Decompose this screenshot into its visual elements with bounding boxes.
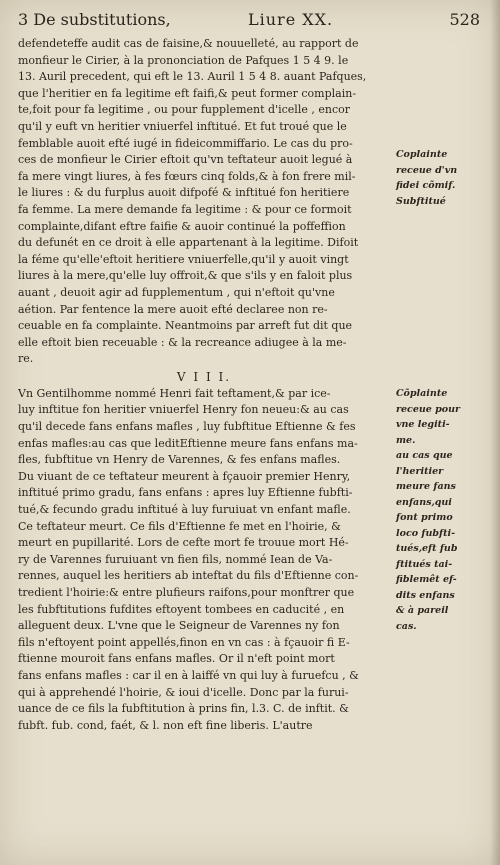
text-line: re. (18, 352, 34, 366)
text-line: te,foit pour fa legitime , ou pour fupplement d'icelle , encor (18, 103, 350, 117)
paragraph-bottom (18, 386, 390, 734)
text-line: inftitué primo gradu, fans enfans : apres luy Eftienne fubfti- (18, 486, 353, 500)
text-line: fa femme. La mere demande fa legitime : & pour ce formoit (18, 202, 352, 216)
text-line: fils n'eftoyent point appellés,finon en vn cas : à fçauoir fi E- (18, 635, 350, 649)
margin-note-line: vne legiti- (396, 419, 450, 430)
margin-note-line: Subftitué (396, 195, 446, 207)
text-line: monfieur le Cirier, à la prononciation de Pafques 1 5 4 9. le (18, 53, 349, 67)
paragraph-top (18, 36, 390, 368)
text-line: femblable auoit efté iugé in fideicommiffario. Le cas du pro- (18, 136, 353, 150)
text-line: tredient l'hoirie:& entre plufieurs raifons,pour monftrer que (18, 586, 355, 599)
text-line: fa mere vingt liures, à fes fœurs cinq folds,& à fon frere mil- (18, 169, 356, 183)
text-line: du defunét en ce droit à elle appartenant à la legitime. Difoit (18, 236, 359, 250)
margin-note-line: loco fubfti- (396, 527, 456, 539)
text-line: complainte,difant eftre faifie & auoir continué la poffeffion (18, 219, 346, 233)
page-number: 528 (449, 10, 480, 29)
margin-note-line: receue d'vn (396, 164, 458, 176)
margin-note-line: Coplainte (396, 149, 448, 160)
margin-note-line: font primo (396, 512, 453, 523)
text-line: tué,& fecundo gradu inftitué à luy furuiuat vn enfant mafle. (18, 503, 351, 517)
text-line: Vn Gentilhomme nommé Henri fait teftament,& par ice- (18, 386, 331, 400)
text-line: qu'il decede fans enfans mafles , luy fubftitue Eftienne & fes (18, 420, 356, 434)
margin-note-line: fidei cõmif. (396, 180, 456, 191)
margin-note-first (396, 147, 492, 209)
margin-note-line: cas. (396, 620, 417, 632)
margin-note-line: Cõplainte (396, 388, 448, 399)
margin-note-line: meure fans (396, 481, 456, 492)
text-line: les fubftitutions fufdites eftoyent tombees en caducité , en (18, 602, 345, 616)
text-line: ftienne mouroit fans enfans mafles. Or il n'eft point mort (18, 652, 335, 666)
text-line: ces de monfieur le Cirier eftoit qu'vn teftateur auoit legué à (18, 153, 353, 167)
body-text (18, 36, 390, 734)
header-book-label: Liure XX. (248, 10, 334, 29)
text-line: fans enfans mafles : car il en à laiffé vn qui luy à furuefcu , & (18, 668, 359, 682)
text-line: qui à apprehendé l'hoirie, & ioui d'icelle. Donc par la furui- (18, 685, 349, 699)
text-line: la féme qu'elle'eftoit heritiere vniuerfelle,qu'il y auoit vingt (18, 252, 349, 266)
text-line: qu'il y euft vn heritier vniuerfel inftitué. Et fut troué que le (18, 119, 347, 133)
text-line: aétion. Par fentence la mere auoit efté declaree non re- (18, 302, 328, 316)
text-line: defendeteffe audit cas de faisine,& nouuelleté, au rapport de (18, 37, 359, 50)
text-line: luy inftitue fon heritier vniuerfel Henry fon neueu:& au cas (18, 403, 349, 417)
text-line: auant , deuoit agir ad fupplementum , qui n'eftoit qu'vne (18, 285, 335, 299)
text-line: 13. Auril precedent, qui eft le 13. Auril 1 5 4 8. auant Pafques, (18, 70, 367, 84)
page-edge-shadow (490, 0, 500, 865)
margin-note-line: ftitués tai- (396, 558, 453, 570)
text-line: alleguent deux. L'vne que le Seigneur de Varennes ny fon (18, 619, 340, 633)
margin-note-line: enfans,qui (396, 496, 452, 508)
text-line: ry de Varennes furuiuant vn fien fils, nommé Iean de Va- (18, 552, 333, 566)
text-line: rennes, auquel les heritiers ab inteftat du fils d'Eftienne con- (18, 569, 359, 583)
margin-note-line: & à pareil (396, 605, 449, 616)
margin-note-line: l'heritier (396, 465, 444, 477)
text-line: liures à la mere,qu'elle luy offroit,& que s'ils y en faloit plus (18, 269, 353, 283)
margin-note-line: tués,eft fub (396, 543, 458, 554)
text-line: le liures : & du furplus auoit difpofé & inftitué fon heritiere (18, 186, 350, 200)
header-section-title: 3 De substitutions, (18, 10, 171, 29)
text-line: meurt en pupillarité. Lors de cefte mort fe trouue mort Hé- (18, 536, 349, 550)
text-line: ceuable en fa complainte. Neantmoins par arreft fut dit que (18, 319, 353, 333)
margin-note-line: me. (396, 434, 416, 446)
margin-note-line: au cas que (396, 450, 453, 461)
margin-note-line: dits enfans (396, 589, 455, 601)
text-line: fles, fubftitue vn Henry de Varennes, & fes enfans mafles. (18, 453, 341, 467)
margin-note-line: receue pour (396, 403, 461, 415)
text-line: elle eftoit bien receuable : & la recreance adiugee à la me- (18, 335, 347, 349)
running-header (18, 10, 480, 34)
text-line: que l'heritier en fa legitime eft faifi,& peut former complain- (18, 86, 357, 100)
text-line: enfas mafles:au cas que leditEftienne meure fans enfans ma- (18, 436, 358, 450)
text-line: Du viuant de ce teftateur meurent à fçauoir premier Henry, (18, 469, 351, 483)
margin-note-line: fiblemêt ef- (396, 574, 457, 585)
margin-note-second (396, 386, 492, 634)
text-line: uance de ce fils la fubftitution à prins fin, l.3. C. de inftit. & (18, 702, 349, 716)
section-heading: V I I I. (176, 369, 232, 384)
text-line: fubft. fub. cond, faét, & l. non eft fine liberis. L'autre (18, 718, 313, 732)
text-line: Ce teftateur meurt. Ce fils d'Eftienne fe met en l'hoirie, & (18, 519, 341, 533)
